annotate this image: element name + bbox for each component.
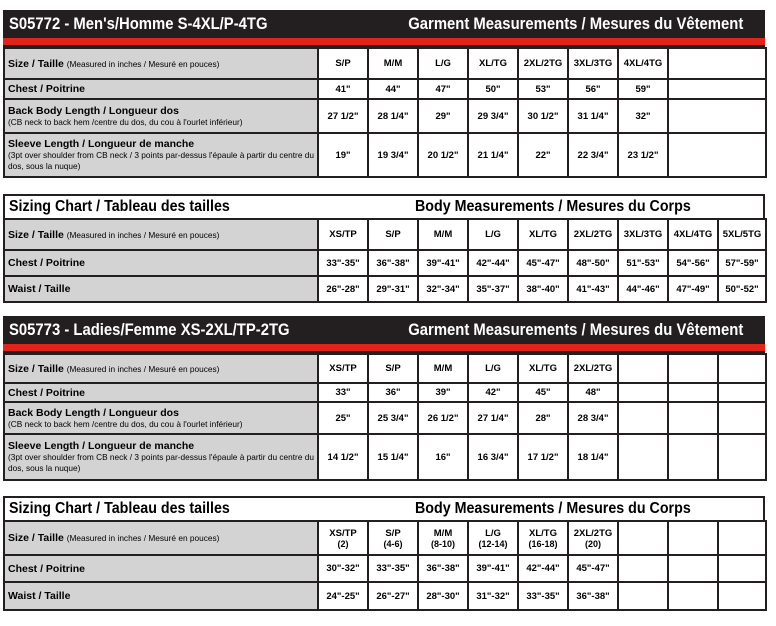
measurement-cell: 44"-46" xyxy=(618,276,668,302)
table-row xyxy=(4,99,766,133)
ladies-garment-table xyxy=(3,353,767,481)
measurement-cell: 48" xyxy=(568,383,618,402)
measurement-cell: 39"-41" xyxy=(418,250,468,276)
measurement-cell: 36"-38" xyxy=(418,555,468,582)
measurement-cell: 24"-25" xyxy=(318,582,368,610)
table-row xyxy=(4,219,766,250)
measurement-cell: 29 3/4" xyxy=(468,99,518,133)
measurement-cell xyxy=(618,383,668,402)
size-header-cell: XL/TG (16-18) xyxy=(518,521,568,555)
measurement-cell: 27 1/2" xyxy=(318,99,368,133)
measurement-cell: 26"-27" xyxy=(368,582,418,610)
size-header-cell xyxy=(618,354,668,383)
measurement-cell: 39" xyxy=(418,383,468,402)
ladies-garment-block xyxy=(3,316,765,481)
measurement-cell: 14 1/2" xyxy=(318,434,368,480)
measurement-cell: 47" xyxy=(418,79,468,99)
size-header-cell: S/P xyxy=(368,354,418,383)
mens-product-title: S05772 - Men's/Homme S-4XL/P-4TG xyxy=(9,15,268,33)
mens-header-bar xyxy=(3,10,765,38)
size-header-cell: 5XL/5TG xyxy=(718,219,766,250)
measurement-cell: 38"-40" xyxy=(518,276,568,302)
measurement-cell: 28"-30" xyxy=(418,582,468,610)
measurement-cell: 53" xyxy=(518,79,568,99)
measurement-cell: 19 3/4" xyxy=(368,133,418,177)
size-header-cell xyxy=(668,354,718,383)
measurement-cell: 22 3/4" xyxy=(568,133,618,177)
measurement-cell: 35"-37" xyxy=(468,276,518,302)
measurement-cell: 30 1/2" xyxy=(518,99,568,133)
size-header-cell: 3XL/3TG xyxy=(618,219,668,250)
measurement-cell xyxy=(718,402,766,434)
ladies-sizing-block xyxy=(3,496,765,611)
measurement-cell: 15 1/4" xyxy=(368,434,418,480)
measurement-cell xyxy=(668,582,718,610)
measurement-cell: 31"-32" xyxy=(468,582,518,610)
measurement-cell: 47"-49" xyxy=(668,276,718,302)
size-header-cell: XL/TG xyxy=(468,48,518,79)
ladies-red-accent-line xyxy=(3,344,765,353)
measurement-cell: 41" xyxy=(318,79,368,99)
measurement-cell: 26 1/2" xyxy=(418,402,468,434)
measurement-cell: 28 1/4" xyxy=(368,99,418,133)
size-header-cell: 2XL/2TG (20) xyxy=(568,521,618,555)
measurement-cell: 41"-43" xyxy=(568,276,618,302)
measurement-cell: 51"-53" xyxy=(618,250,668,276)
measurement-cell: 36"-38" xyxy=(368,250,418,276)
measurement-cell: 32"-34" xyxy=(418,276,468,302)
table-row xyxy=(4,434,766,480)
measurement-cell: 30"-32" xyxy=(318,555,368,582)
mens-sizing-title: Sizing Chart / Tableau des tailles xyxy=(9,198,230,215)
measurement-cell: 42"-44" xyxy=(518,555,568,582)
size-header-cell: XS/TP xyxy=(318,354,368,383)
size-row-label: Size / Taille (Measured in inches / Mesuré en pouces) xyxy=(4,219,318,250)
sleeve-length-row-label: Sleeve Length / Longueur de manche (3pt over shoulder from CB neck / 3 points par-dessus l'épaule à partir du centre du dos, sous la nuque) xyxy=(4,133,318,177)
measurement-cell: 39"-41" xyxy=(468,555,518,582)
size-header-cell: L/G xyxy=(468,219,518,250)
mens-garment-table xyxy=(3,47,767,178)
measurement-cell: 50"-52" xyxy=(718,276,766,302)
mens-sizing-block xyxy=(3,194,765,303)
measurement-cell: 32" xyxy=(618,99,668,133)
measurement-cell: 16" xyxy=(418,434,468,480)
ladies-body-heading: Body Measurements / Mesures du Corps xyxy=(415,500,691,517)
sleeve-length-row-label: Sleeve Length / Longueur de manche (3pt over shoulder from CB neck / 3 points par-dessus l'épaule à partir du centre du dos, sous la nuque) xyxy=(4,434,318,480)
chest-row-label: Chest / Poitrine xyxy=(4,383,318,402)
measurement-cell xyxy=(718,555,766,582)
measurement-cell: 25" xyxy=(318,402,368,434)
measurement-cell: 45"-47" xyxy=(518,250,568,276)
measurement-cell: 29"-31" xyxy=(368,276,418,302)
waist-row-label: Waist / Taille xyxy=(4,276,318,302)
size-row-label: Size / Taille (Measured in inches / Mesuré en pouces) xyxy=(4,354,318,383)
size-header-cell: M/M (8-10) xyxy=(418,521,468,555)
measurement-cell: 18 1/4" xyxy=(568,434,618,480)
table-row xyxy=(4,276,766,302)
measurement-cell xyxy=(618,555,668,582)
measurement-cell xyxy=(718,434,766,480)
measurement-cell: 31 1/4" xyxy=(568,99,618,133)
table-row xyxy=(4,250,766,276)
measurement-cell: 44" xyxy=(368,79,418,99)
size-header-cell xyxy=(668,521,718,555)
ladies-garment-heading: Garment Measurements / Mesures du Vêtement xyxy=(407,321,743,339)
size-header-cell xyxy=(718,521,766,555)
measurement-cell xyxy=(718,383,766,402)
table-row xyxy=(4,79,766,99)
measurement-cell: 25 3/4" xyxy=(368,402,418,434)
chest-row-label: Chest / Poitrine xyxy=(4,555,318,582)
measurement-cell: 48"-50" xyxy=(568,250,618,276)
chest-row-label: Chest / Poitrine xyxy=(4,79,318,99)
measurement-cell: 17 1/2" xyxy=(518,434,568,480)
measurement-cell: 21 1/4" xyxy=(468,133,518,177)
table-row xyxy=(4,383,766,402)
measurement-cell xyxy=(618,434,668,480)
measurement-cell: 56" xyxy=(568,79,618,99)
measurement-cell: 36" xyxy=(368,383,418,402)
table-row xyxy=(4,555,766,582)
size-header-cell: M/M xyxy=(368,48,418,79)
measurement-cell xyxy=(618,582,668,610)
measurement-cell xyxy=(668,402,718,434)
back-length-row-label: Back Body Length / Longueur dos (CB neck to back hem /centre du dos, du cou à l'ourlet inférieur) xyxy=(4,402,318,434)
measurement-cell: 19" xyxy=(318,133,368,177)
measurement-cell xyxy=(668,79,766,99)
back-length-row-label: Back Body Length / Longueur dos (CB neck to back hem /centre du dos, du cou à l'ourlet inférieur) xyxy=(4,99,318,133)
measurement-cell: 42"-44" xyxy=(468,250,518,276)
measurement-cell: 45"-47" xyxy=(568,555,618,582)
ladies-header-bar xyxy=(3,316,765,344)
size-header-cell: S/P xyxy=(318,48,368,79)
measurement-cell: 33"-35" xyxy=(318,250,368,276)
mens-garment-heading: Garment Measurements / Mesures du Vêtement xyxy=(407,15,743,33)
size-header-cell: M/M xyxy=(418,219,468,250)
measurement-cell: 45" xyxy=(518,383,568,402)
size-header-cell: XL/TG xyxy=(518,354,568,383)
measurement-cell: 57"-59" xyxy=(718,250,766,276)
measurement-cell xyxy=(668,555,718,582)
measurement-cell xyxy=(668,383,718,402)
size-header-cell: S/P xyxy=(368,219,418,250)
measurement-cell xyxy=(618,402,668,434)
size-header-cell: L/G xyxy=(468,354,518,383)
size-row-label: Size / Taille (Measured in inches / Mesuré en pouces) xyxy=(4,48,318,79)
measurement-cell: 33"-35" xyxy=(368,555,418,582)
mens-red-accent-line xyxy=(3,38,765,47)
ladies-sizing-table xyxy=(3,520,767,611)
measurement-cell: 33"-35" xyxy=(518,582,568,610)
size-header-cell: XL/TG xyxy=(518,219,568,250)
measurement-cell: 20 1/2" xyxy=(418,133,468,177)
measurement-cell: 28 3/4" xyxy=(568,402,618,434)
measurement-cell xyxy=(668,434,718,480)
measurement-cell: 28" xyxy=(518,402,568,434)
size-header-cell: XS/TP xyxy=(318,219,368,250)
size-row-label: Size / Taille (Measured in inches / Mesuré en pouces) xyxy=(4,521,318,555)
size-header-cell: L/G (12-14) xyxy=(468,521,518,555)
measurement-cell: 50" xyxy=(468,79,518,99)
size-header-cell: 2XL/2TG xyxy=(568,354,618,383)
measurement-cell: 54"-56" xyxy=(668,250,718,276)
size-header-cell xyxy=(668,48,766,79)
size-header-cell xyxy=(718,354,766,383)
size-header-cell: 3XL/3TG xyxy=(568,48,618,79)
waist-row-label: Waist / Taille xyxy=(4,582,318,610)
measurement-cell: 16 3/4" xyxy=(468,434,518,480)
table-row xyxy=(4,521,766,555)
measurement-cell: 27 1/4" xyxy=(468,402,518,434)
measurement-cell: 23 1/2" xyxy=(618,133,668,177)
size-header-cell: 4XL/4TG xyxy=(618,48,668,79)
mens-sizing-table xyxy=(3,218,767,303)
measurement-cell xyxy=(718,582,766,610)
table-row xyxy=(4,354,766,383)
size-header-cell xyxy=(618,521,668,555)
measurement-cell xyxy=(668,99,766,133)
ladies-product-title: S05773 - Ladies/Femme XS-2XL/TP-2TG xyxy=(9,321,290,339)
measurement-cell: 29" xyxy=(418,99,468,133)
size-header-cell: 2XL/2TG xyxy=(518,48,568,79)
chest-row-label: Chest / Poitrine xyxy=(4,250,318,276)
table-row xyxy=(4,133,766,177)
measurement-cell: 26"-28" xyxy=(318,276,368,302)
size-header-cell: 2XL/2TG xyxy=(568,219,618,250)
measurement-cell: 22" xyxy=(518,133,568,177)
mens-body-heading: Body Measurements / Mesures du Corps xyxy=(415,198,691,215)
measurement-cell: 33" xyxy=(318,383,368,402)
table-row xyxy=(4,48,766,79)
table-row xyxy=(4,582,766,610)
ladies-sizing-title: Sizing Chart / Tableau des tailles xyxy=(9,500,230,517)
size-header-cell: 4XL/4TG xyxy=(668,219,718,250)
size-header-cell: L/G xyxy=(418,48,468,79)
size-header-cell: XS/TP (2) xyxy=(318,521,368,555)
table-row xyxy=(4,402,766,434)
mens-sizing-header xyxy=(3,194,765,218)
size-header-cell: S/P (4-6) xyxy=(368,521,418,555)
size-header-cell: M/M xyxy=(418,354,468,383)
measurement-cell: 59" xyxy=(618,79,668,99)
ladies-sizing-header xyxy=(3,496,765,520)
measurement-cell xyxy=(668,133,766,177)
mens-garment-block xyxy=(3,10,765,178)
measurement-cell: 36"-38" xyxy=(568,582,618,610)
measurement-cell: 42" xyxy=(468,383,518,402)
